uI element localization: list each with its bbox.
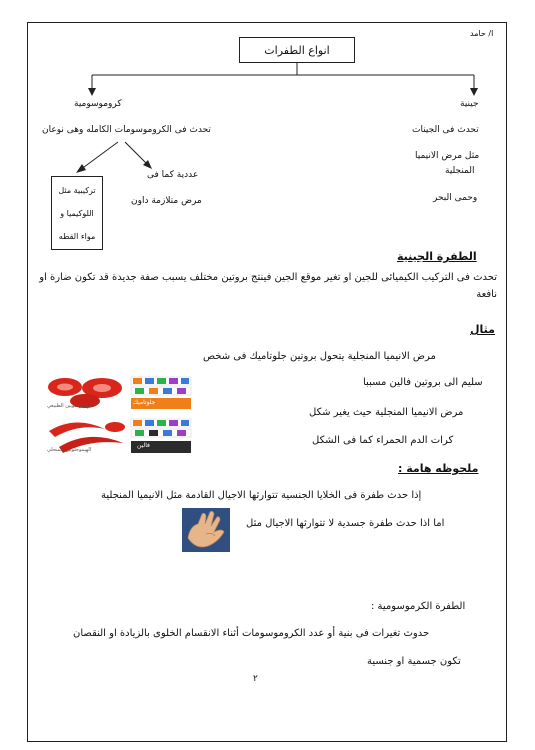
structural-type-1: تركيبية مثل (58, 186, 96, 195)
example-section-title: مثال (470, 323, 495, 336)
genetic-example-3: وحمى البحر (433, 193, 478, 203)
note-line-1: إذا حدث طفرة فى الخلايا الجنسية تتوارثها الاجيال القادمة مثل الانيميا المنجلية (101, 490, 422, 501)
tree-root-label: انواع الطفرات (264, 43, 330, 57)
normal-rbc-caption: الهيموجلوبين الطبيعي (47, 403, 92, 409)
example-line-1: مرض الانيميا المنجلية يتحول بروتين جلوتاميك فى شخص (203, 351, 436, 362)
note-section-title: ملحوظه هامة : (398, 462, 479, 475)
structural-type-2: اللوكيميا و (60, 209, 94, 218)
chromo-line-2: تكون جسمية او جنسية (367, 656, 461, 667)
chromosomal-desc: تحدث فى الكروموسومات الكامله وهى نوعان (42, 125, 211, 135)
normal-rbc-image (45, 375, 193, 411)
author-label: ا/ حامد (470, 29, 494, 38)
hand-image (182, 508, 230, 552)
gene-section-body: تحدث فى التركيب الكيميائى للجين او تغير موقع الجين فينتج بروتين مختلف يسبب صفة جديدة قد تكون ضارة او نافعة (39, 272, 497, 300)
structural-type-box (51, 176, 103, 250)
chromosomal-label: كروموسومية (74, 99, 122, 109)
example-line-3: مرض الانيميا المنجلية حيث يغير شكل (309, 407, 464, 418)
example-line-4: كرات الدم الحمراء كما فى الشكل (312, 435, 454, 446)
genetic-desc: تحدث فى الجينات (412, 125, 479, 135)
chromo-line-1: حدوث تغيرات فى بنية أو عدد الكروموسومات أثناء الانقسام الخلوى بالزيادة او النقصان (73, 628, 430, 639)
numeric-type-2: مرض متلازمة داون (131, 196, 202, 206)
genetic-example-2: المنجلية (445, 166, 475, 176)
genetic-example-1: مثل مرض الانيميا (415, 151, 480, 161)
normal-amino-tag: جلوتاميك (133, 399, 156, 406)
genetic-label: جينية (460, 99, 479, 109)
example-line-2: سليم الى بروتين فالين مسببا (363, 377, 483, 388)
chromo-section-title: الطفرة الكرموسومية : (371, 601, 466, 612)
hand-drawing (182, 508, 230, 552)
gene-section-title: الطفرة الجينية (397, 250, 477, 263)
sickle-amino-tag: فالين (137, 442, 150, 449)
note-line-2: اما اذا حدث طفرة جسدية لا تتوارثها الاجيال مثل (246, 518, 445, 529)
page-number: ٢ (253, 674, 258, 684)
numeric-type-1: عددية كما فى (147, 170, 199, 180)
sickle-rbc-image (45, 417, 193, 455)
structural-type-3: مواء القطه (58, 232, 96, 241)
sickle-rbc-caption: الهيموجلوبين المنجلي (47, 447, 92, 453)
